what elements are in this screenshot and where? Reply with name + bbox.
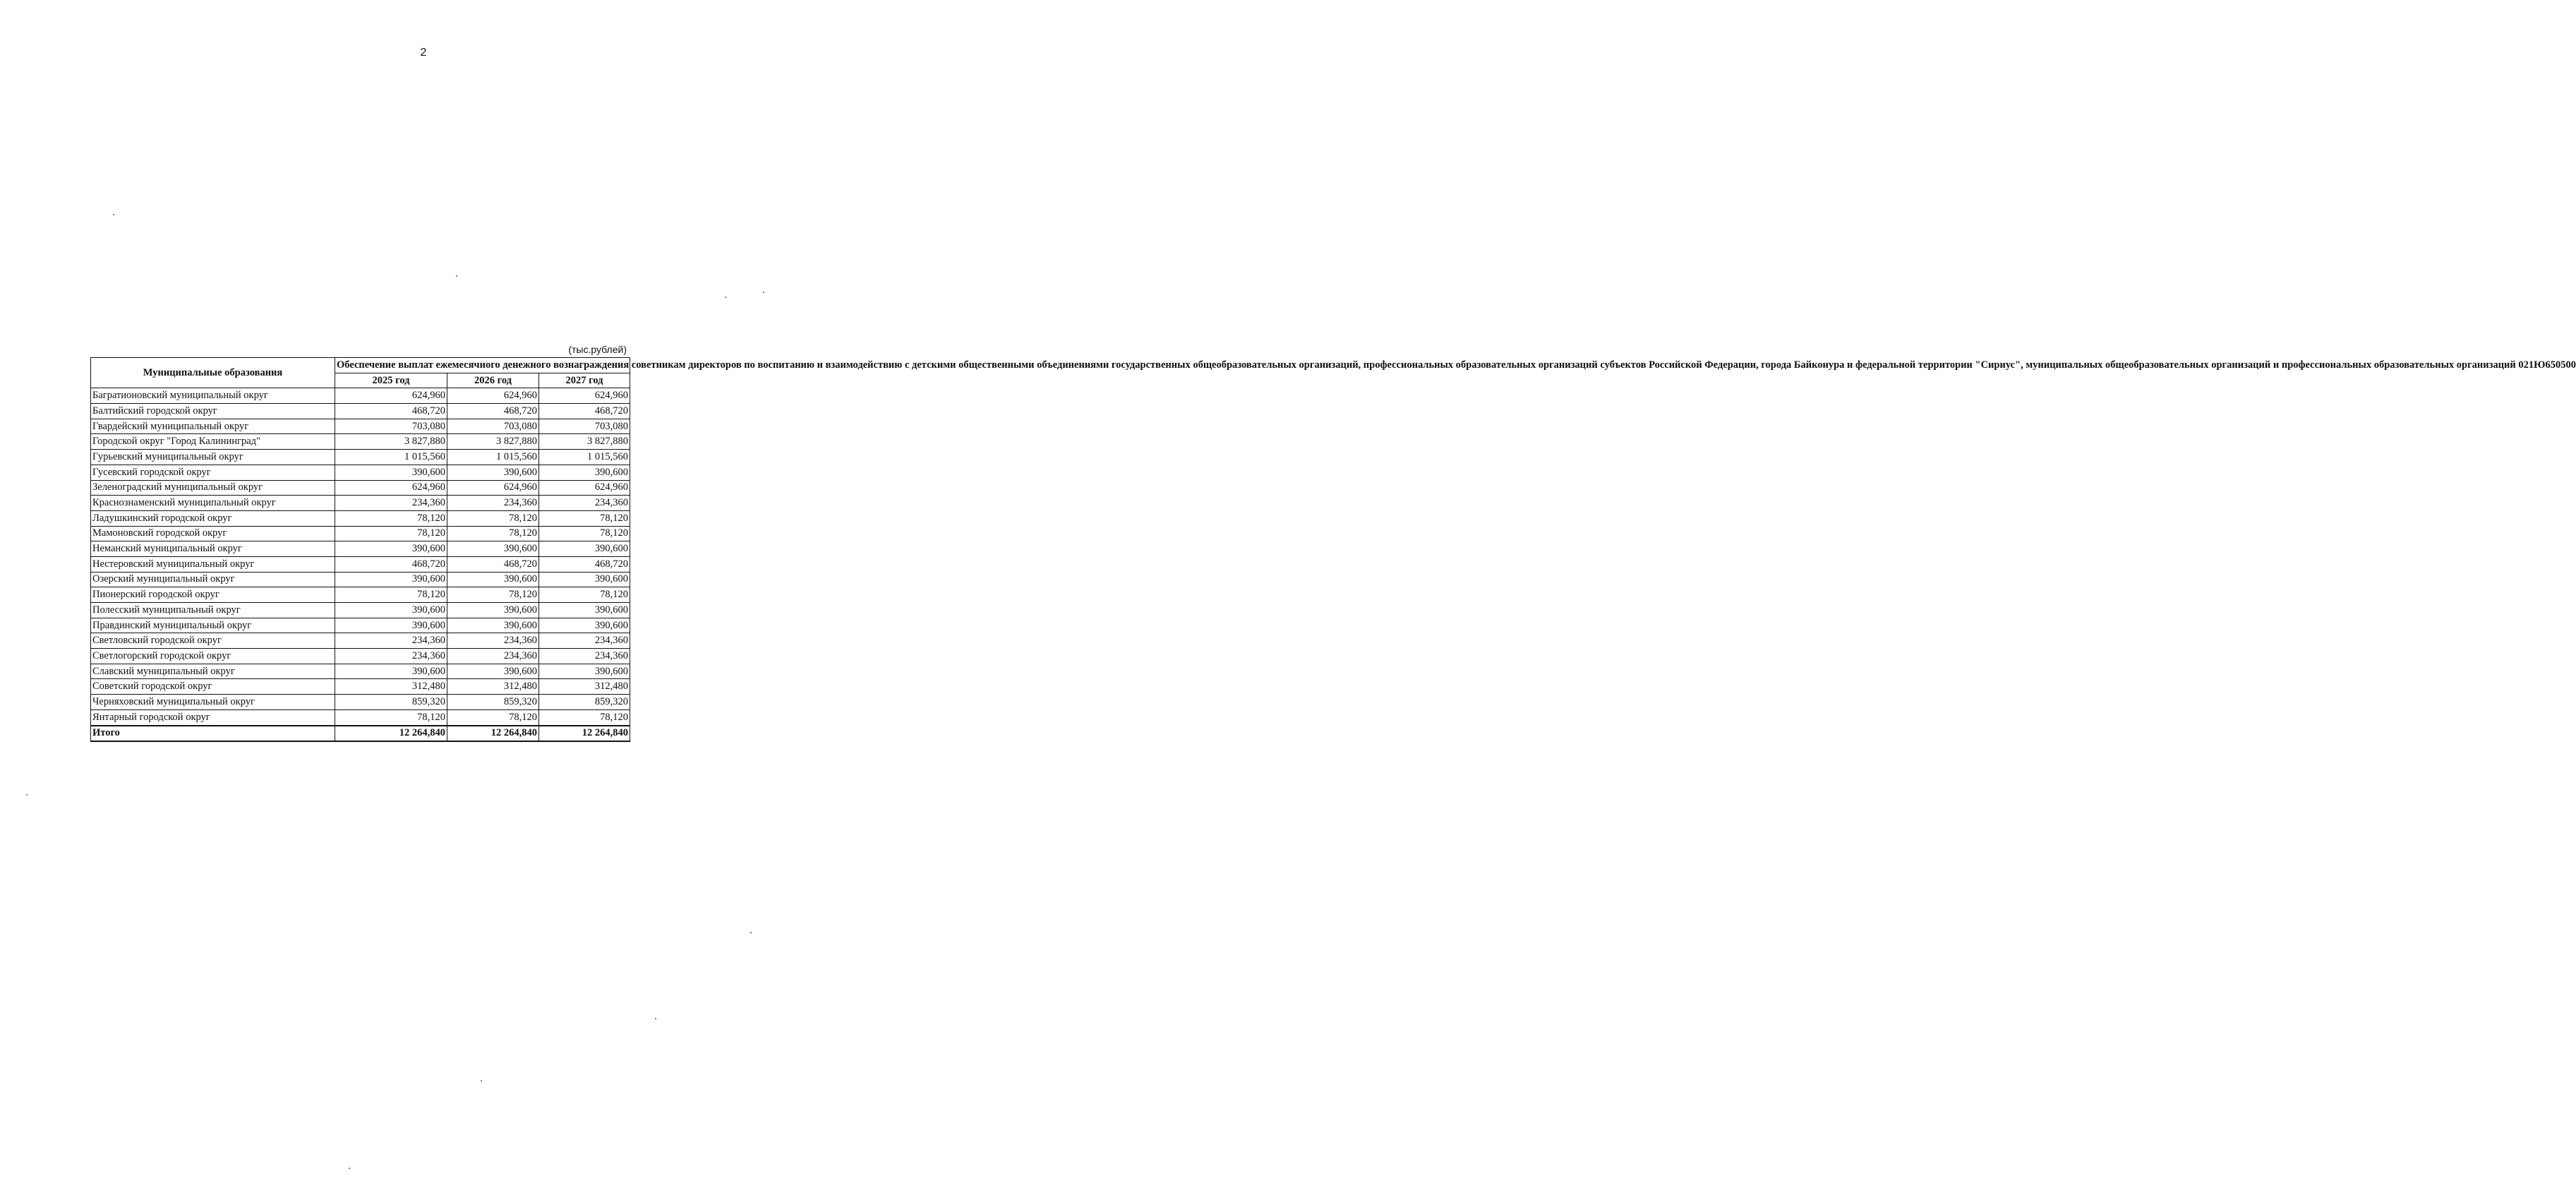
value-2026: 468,720 [447,404,539,419]
value-2027: 1 015,560 [539,450,630,465]
municipality-name: Краснознаменский муниципальный округ [91,496,335,511]
column-header-municipalities: Муниципальные образования [91,358,335,388]
value-2025: 390,600 [335,603,447,618]
page-number: 2 [420,47,427,59]
value-2025: 1 015,560 [335,450,447,465]
value-2026: 78,120 [447,709,539,725]
value-2027: 78,120 [539,510,630,526]
value-2025: 390,600 [335,664,447,679]
municipality-name: Светлогорский городской округ [91,649,335,664]
total-value-2027: 12 264,840 [539,726,630,742]
value-2026: 624,960 [447,388,539,404]
value-2025: 78,120 [335,526,447,541]
value-2025: 234,360 [335,633,447,649]
value-2027: 234,360 [539,496,630,511]
municipality-name: Багратионовский муниципальный округ [91,388,335,404]
municipality-name: Янтарный городской округ [91,709,335,725]
value-2027: 234,360 [539,649,630,664]
value-2025: 468,720 [335,556,447,572]
scan-speck [481,1080,482,1082]
municipality-name: Неманский муниципальный округ [91,541,335,557]
table-row [91,541,630,557]
value-2025: 78,120 [335,709,447,725]
value-2026: 859,320 [447,695,539,710]
value-2026: 3 827,880 [447,434,539,450]
value-2027: 859,320 [539,695,630,710]
municipality-name: Славский муниципальный округ [91,664,335,679]
value-2027: 703,080 [539,419,630,434]
scan-speck [725,296,726,298]
table-row [91,618,630,633]
table-row [91,649,630,664]
value-2025: 312,480 [335,679,447,695]
table-row [91,480,630,496]
municipality-name: Светловский городской округ [91,633,335,649]
scan-speck [750,932,752,933]
value-2026: 390,600 [447,465,539,480]
municipality-name: Балтийский городской округ [91,404,335,419]
table-row [91,603,630,618]
value-2027: 312,480 [539,679,630,695]
table-row [91,556,630,572]
municipality-name: Зеленоградский муниципальный округ [91,480,335,496]
column-header-description: Обеспечение выплат ежемесячного денежного вознаграждения советникам директоров по воспитанию и взаимодействию с детскими общественными объединениями государственных общеобразовательных организаций, профессиональных образовательных организаций субъектов Российской Федерации, города Байконура и федеральной территории "Сириус", муниципальных общеобразовательных организаций и профессиональных образовательных организаций 021Ю650500 [335,358,630,373]
table-row [91,419,630,434]
value-2025: 234,360 [335,496,447,511]
value-2025: 390,600 [335,618,447,633]
value-2025: 468,720 [335,404,447,419]
table-row [91,572,630,587]
scan-speck [655,1018,656,1019]
municipality-name: Озерский муниципальный округ [91,572,335,587]
value-2025: 390,600 [335,541,447,557]
value-2026: 78,120 [447,587,539,603]
value-2027: 390,600 [539,572,630,587]
value-2026: 390,600 [447,572,539,587]
table-row [91,709,630,725]
municipality-name: Правдинский муниципальный округ [91,618,335,633]
municipality-name: Нестеровский муниципальный округ [91,556,335,572]
scan-speck [349,1168,350,1169]
value-2025: 234,360 [335,649,447,664]
table-row [91,465,630,480]
year-header-2025: 2025 год [335,373,447,388]
table-row [91,434,630,450]
value-2026: 390,600 [447,541,539,557]
municipality-name: Мамоновский городской округ [91,526,335,541]
total-value-2026: 12 264,840 [447,726,539,742]
value-2027: 78,120 [539,587,630,603]
scan-speck [113,214,114,215]
value-2027: 390,600 [539,465,630,480]
municipality-name: Гусевский городской округ [91,465,335,480]
municipality-name: Гурьевский муниципальный округ [91,450,335,465]
value-2027: 390,600 [539,664,630,679]
value-2025: 390,600 [335,572,447,587]
value-2027: 468,720 [539,556,630,572]
table-row [91,450,630,465]
scan-speck [26,794,28,796]
value-2027: 468,720 [539,404,630,419]
municipality-name: Ладушкинский городской округ [91,510,335,526]
value-2026: 624,960 [447,480,539,496]
value-2027: 3 827,880 [539,434,630,450]
table-row [91,587,630,603]
table-row [91,404,630,419]
value-2027: 624,960 [539,388,630,404]
value-2026: 703,080 [447,419,539,434]
value-2026: 390,600 [447,664,539,679]
municipality-name: Советский городской округ [91,679,335,695]
value-2027: 390,600 [539,541,630,557]
scan-speck [456,275,457,277]
value-2026: 1 015,560 [447,450,539,465]
table-row [91,633,630,649]
value-2025: 624,960 [335,480,447,496]
value-2025: 624,960 [335,388,447,404]
table-row [91,526,630,541]
value-2025: 859,320 [335,695,447,710]
budget-table [90,357,2576,742]
value-2026: 390,600 [447,618,539,633]
municipality-name: Черняховский муниципальный округ [91,695,335,710]
value-2025: 390,600 [335,465,447,480]
value-2026: 78,120 [447,526,539,541]
value-2025: 78,120 [335,510,447,526]
municipality-name: Полесский муниципальный округ [91,603,335,618]
municipality-name: Пионерский городской округ [91,587,335,603]
year-header-2026: 2026 год [447,373,539,388]
value-2026: 312,480 [447,679,539,695]
total-municipality-name: Итого [91,726,335,742]
table-row [91,664,630,679]
value-2026: 234,360 [447,649,539,664]
table-row [91,679,630,695]
value-2027: 624,960 [539,480,630,496]
value-2027: 234,360 [539,633,630,649]
table-body [91,388,630,741]
value-2026: 390,600 [447,603,539,618]
table-row [91,510,630,526]
table-row [91,388,630,404]
value-2025: 3 827,880 [335,434,447,450]
value-2027: 78,120 [539,709,630,725]
municipality-name: Гвардейский муниципальный округ [91,419,335,434]
total-value-2025: 12 264,840 [335,726,447,742]
table-row [91,496,630,511]
scan-speck [763,292,764,293]
table-row [91,695,630,710]
units-label: (тыс.рублей) [568,344,627,355]
total-row [91,726,630,742]
value-2025: 703,080 [335,419,447,434]
value-2027: 390,600 [539,603,630,618]
header-row [91,358,630,373]
value-2027: 390,600 [539,618,630,633]
value-2027: 78,120 [539,526,630,541]
value-2026: 468,720 [447,556,539,572]
municipality-name: Городской округ "Город Калининград" [91,434,335,450]
value-2025: 78,120 [335,587,447,603]
value-2026: 234,360 [447,496,539,511]
value-2026: 78,120 [447,510,539,526]
value-2026: 234,360 [447,633,539,649]
year-header-2027: 2027 год [539,373,630,388]
